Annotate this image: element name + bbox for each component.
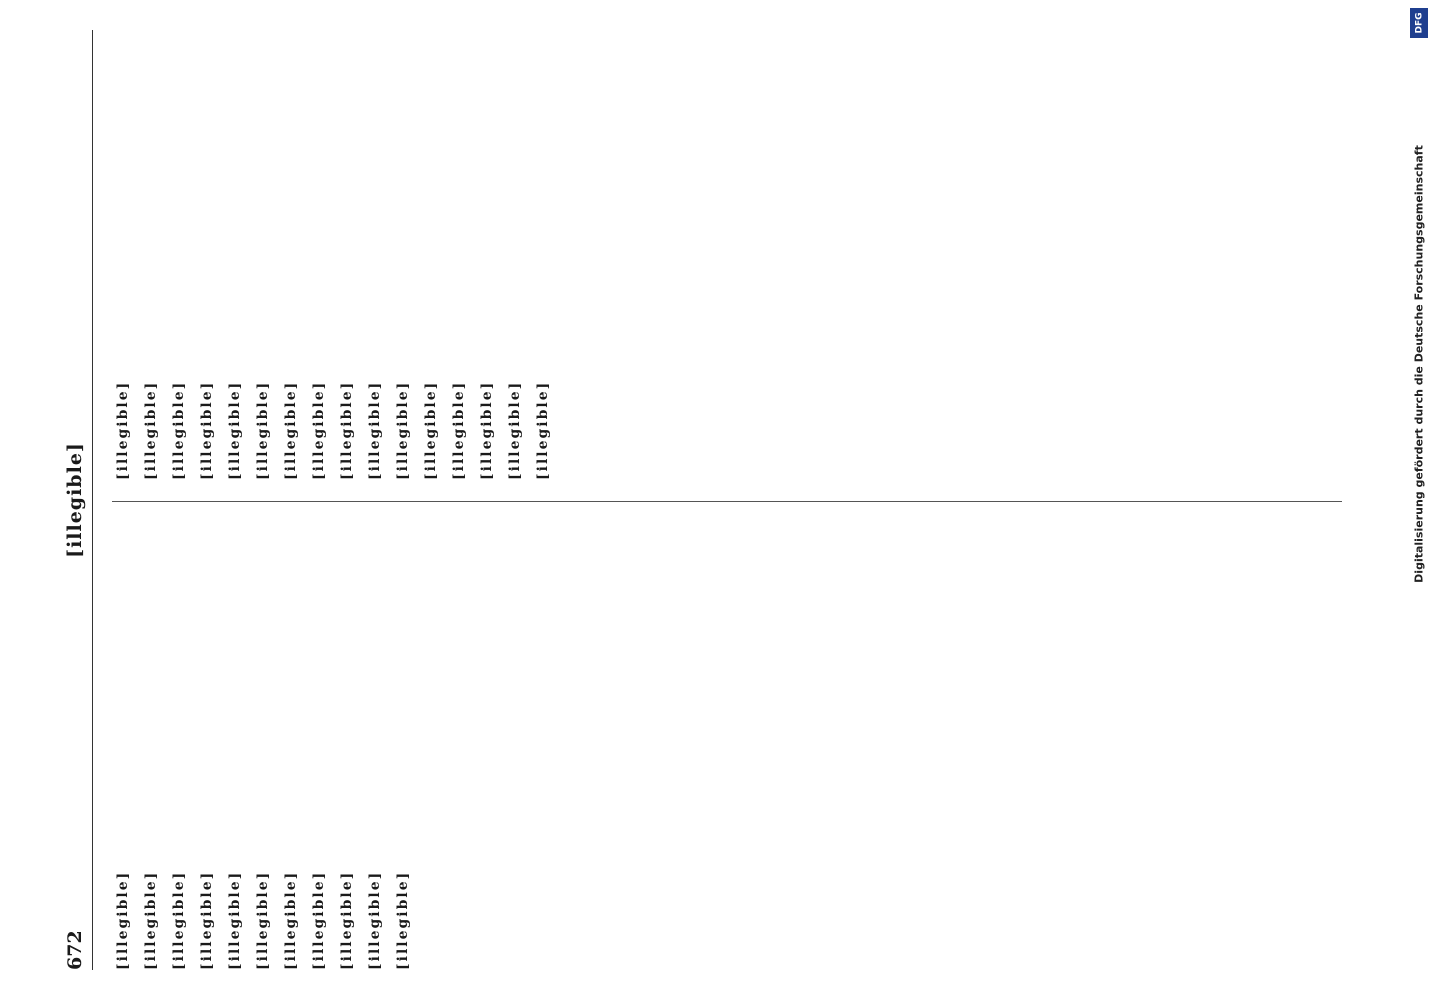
digitization-note [1408,44,1430,684]
index-entry-heading: [illegible] [171,380,187,480]
index-entry-heading: [illegible] [199,380,215,480]
index-entry-heading: [illegible] [535,380,551,480]
index-entry-heading: [illegible] [311,380,327,480]
dfg-logo [1410,8,1428,38]
index-entry-heading: [illegible] [507,380,523,480]
index-entry [308,30,330,480]
index-entry [140,520,162,970]
index-entry-heading: [illegible] [339,870,355,970]
index-entry-heading: [illegible] [311,870,327,970]
index-entry [420,30,442,480]
index-entry-heading: [illegible] [143,380,159,480]
digitization-stamp [1408,8,1430,728]
index-entry-heading: [illegible] [283,380,299,480]
index-entry [532,30,554,480]
index-entry [196,30,218,480]
index-entry [392,520,414,970]
index-entry [112,520,134,970]
index-entry-heading: [illegible] [171,870,187,970]
index-entry-heading: [illegible] [143,870,159,970]
index-entry [280,520,302,970]
index-entry [140,30,162,480]
digitization-note-text: Digitalisierung gefördert durch die Deutsche Forschungsgemeinschaft [1412,145,1426,583]
index-entry [476,30,498,480]
index-entry-heading: [illegible] [479,380,495,480]
rotated-page-content [40,0,1380,1000]
index-entry [336,30,358,480]
dfg-logo-text: DFG [1414,12,1425,34]
index-entry [168,30,190,480]
page-title: [illegible] [64,442,86,558]
index-entry [280,30,302,480]
column-divider [112,501,1342,502]
index-entry [364,520,386,970]
index-entry [336,520,358,970]
index-entry [252,520,274,970]
index-entry [364,30,386,480]
index-entry [112,30,134,480]
index-entry-heading: [illegible] [395,380,411,480]
index-entry-heading: [illegible] [255,380,271,480]
index-entry-heading: [illegible] [255,870,271,970]
index-entry [196,520,218,970]
index-entry-heading: [illegible] [339,380,355,480]
index-entry-heading: [illegible] [367,870,383,970]
page-header [62,30,93,970]
index-entry [224,30,246,480]
index-entry-heading: [illegible] [227,870,243,970]
index-entry-heading: [illegible] [451,380,467,480]
index-entry [252,30,274,480]
index-column-left [112,520,420,970]
index-entry-heading: [illegible] [227,380,243,480]
index-entry-heading: [illegible] [423,380,439,480]
index-entry [392,30,414,480]
index-entry-heading: [illegible] [283,870,299,970]
index-entry [448,30,470,480]
index-entry [168,520,190,970]
index-entry-heading: [illegible] [367,380,383,480]
index-entry-heading: [illegible] [115,870,131,970]
index-column-right [112,30,560,480]
index-entry [224,520,246,970]
index-entry [504,30,526,480]
index-entry [308,520,330,970]
index-entry-heading: [illegible] [199,870,215,970]
page-number: 672 [64,930,86,970]
index-entry-heading: [illegible] [395,870,411,970]
index-entry-heading: [illegible] [115,380,131,480]
